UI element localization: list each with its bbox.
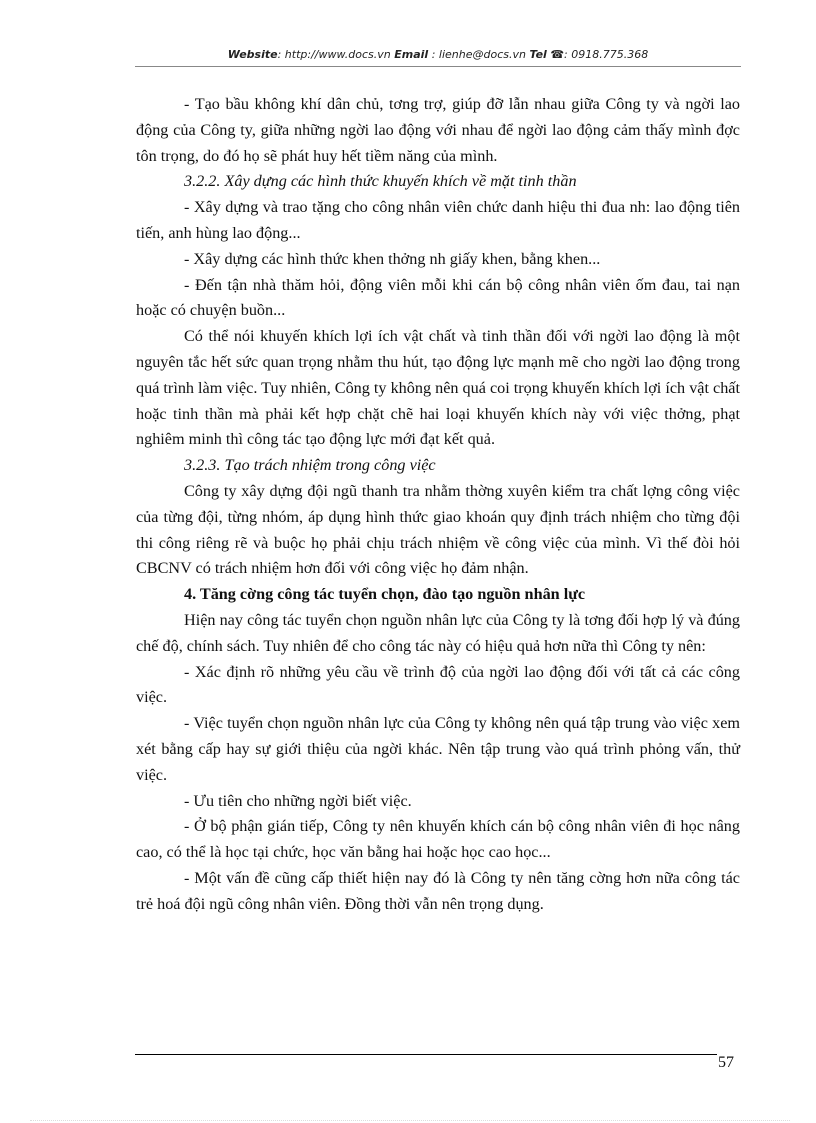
paragraph: Hiện nay công tác tuyển chọn nguồn nhân lực của Công ty là tơng đối hợp lý và đúng chế độ, chính sách. Tuy nhiên để cho công tác này có hiệu quả hơn nữa thì Công ty nên:: [136, 610, 740, 655]
website-value: : http://www.docs.vn: [277, 48, 391, 61]
email-label: Email: [394, 48, 429, 61]
paragraph: - Một vấn đề cũng cấp thiết hiện nay đó là Công ty nên tăng cờng hơn nữa công tác trẻ hoá đội ngũ công nhân viên. Đồng thời vẫn nên trọng dụng.: [136, 868, 740, 913]
paragraph: Có thể nói khuyến khích lợi ích vật chất và tinh thần đối với ngời lao động là một nguyên tắc hết sức quan trọng nhằm thu hút, tạo động lực mạnh mẽ cho ngời lao động trong quá trình làm việc. Tuy nhiên, Công ty không nên quá coi trọng khuyến khích lợi ích vật chất hoặc tinh thần mà phải kết hợp chặt chẽ hai loại khuyến khích này với việc thởng, phạt nghiêm minh thì công tác tạo động lực mới đạt kết quả.: [136, 327, 740, 449]
tel-label: Tel: [529, 48, 547, 61]
subsection-heading: 3.2.3. Tạo trách nhiệm trong công việc: [184, 456, 436, 475]
footer-divider: [135, 1054, 717, 1055]
paragraph: - Đến tận nhà thăm hỏi, động viên mỗi khi cán bộ công nhân viên ốm đau, tai nạn hoặc có chuyện buồn...: [136, 275, 740, 320]
paragraph: Công ty xây dựng đội ngũ thanh tra nhằm thờng xuyên kiểm tra chất lợng công việc của từng đội, từng nhóm, áp dụng hình thức giao khoán quy định trách nhiệm cho từng đội thi công riêng rẽ và buộc họ phải chịu trách nhiệm về công việc của mình. Vì thế đòi hỏi CBCNV có trách nhiệm hơn đối với công việc họ đảm nhận.: [136, 481, 740, 578]
paragraph: - Ưu tiên cho những ngời biết việc.: [184, 791, 412, 810]
page-number: 57: [718, 1054, 734, 1071]
paragraph: - Ở bộ phận gián tiếp, Công ty nên khuyến khích cán bộ công nhân viên đi học nâng cao, có thể là học tại chức, học văn bằng hai hoặc học cao học...: [136, 817, 740, 862]
email-value: : lienhe@docs.vn: [431, 48, 526, 61]
page-header: [135, 48, 741, 61]
paragraph: - Tạo bầu không khí dân chủ, tơng trợ, giúp đỡ lẫn nhau giữa Công ty và ngời lao động của Công ty, giữa những ngời lao động với nhau để ngời lao động cảm thấy mình đợc tôn trọng, do đó họ sẽ phát huy hết tiềm năng của mình.: [136, 95, 740, 165]
paragraph: - Xây dựng và trao tặng cho công nhân viên chức danh hiệu thi đua nh: lao động tiên tiến, anh hùng lao động...: [136, 198, 740, 242]
paragraph: - Việc tuyển chọn nguồn nhân lực của Công ty không nên quá tập trung vào việc xem xét bằng cấp hay sự giới thiệu của ngời khác. Nên tập trung vào quá trình phỏng vấn, thử việc.: [136, 714, 740, 784]
page-edge: [30, 1120, 790, 1121]
header-divider: [135, 66, 741, 67]
paragraph: - Xây dựng các hình thức khen thởng nh giấy khen, bằng khen...: [184, 249, 601, 268]
phone-icon: ☎: [550, 48, 565, 61]
section-heading: 4. Tăng cờng công tác tuyển chọn, đào tạo nguồn nhân lực: [184, 585, 586, 604]
document-body: [136, 92, 740, 918]
website-label: Website: [227, 48, 278, 61]
subsection-heading: 3.2.2. Xây dựng các hình thức khuyến khích về mặt tinh thần: [184, 172, 577, 191]
paragraph: - Xác định rõ những yêu cầu về trình độ của ngời lao động đối với tất cả các công việc.: [136, 662, 740, 707]
tel-value: : 0918.775.368: [564, 48, 649, 61]
